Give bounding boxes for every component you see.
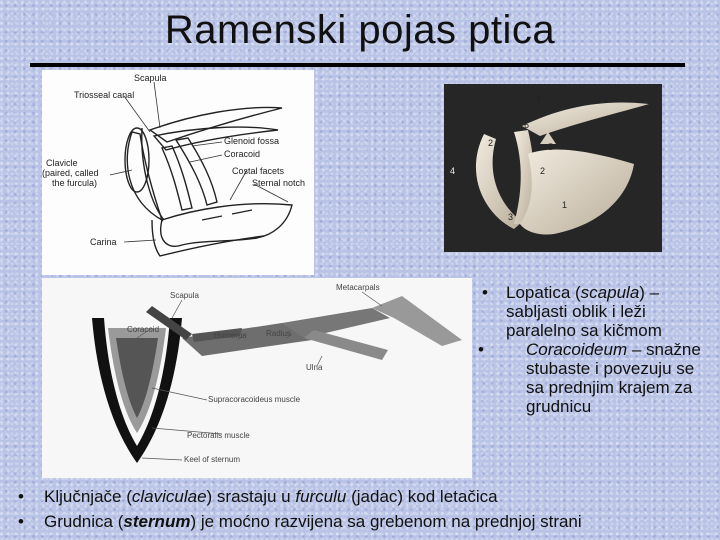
label-keel: Keel of sternum [184,455,241,464]
bone-photograph [444,84,662,252]
photo-number-2a: 2 [488,138,494,148]
photo-number-4b: 4 [450,166,456,176]
photo-number-5: 5 [548,142,554,152]
label-triosseal-canal: Triosseal canal [74,90,135,100]
label-supracoracoideus: Supracoracoideus muscle [208,395,301,404]
bullet-text: (jadac) kod letačica [346,487,498,506]
label-scapula-bottom: Scapula [170,291,199,300]
photo-number-1: 1 [562,200,568,210]
label-ulna: Ulna [306,363,323,372]
title-underline [30,63,685,67]
label-clavicle-furcula: the furcula) [52,178,98,188]
bullet-text: – snažne stubaste i povezuju se sa prednjim krajem za grudnicu [526,340,701,416]
muscle-diagram-svg [42,278,472,478]
right-bullet-list [478,283,708,416]
label-clavicle-paired: (paired, called [42,168,99,178]
bottom-bullet-list [18,484,718,534]
photo-svg [444,84,662,252]
bullet-text: ) – sabljasti oblik i leži paralelno sa kičmom [506,283,662,340]
label-coracoid: Coracoid [224,149,261,159]
bullet-scapula [478,283,708,340]
bullet-sternum [18,509,718,534]
bullet-claviculae [18,484,718,509]
bullet-term: Coracoideum [526,340,628,359]
label-carina: Carina [90,237,117,247]
bullet-text: ) je moćno razvijena sa grebenom na prednjoj strani [190,512,582,531]
label-radius: Radius [266,329,291,338]
bullet-dot: • [18,487,24,506]
bullet-term: furculu [295,487,347,506]
label-pectoralis: Pectoralis muscle [187,431,250,440]
bullet-coracoideum [478,340,708,416]
label-clavicle: Clavicle [46,158,78,168]
line-diagram-svg [42,70,314,275]
label-scapula: Scapula [134,73,167,83]
bullet-text: ) srastaju u [206,487,296,506]
slide-title: Ramenski pojas ptica [164,8,556,52]
bullet-dot: • [482,283,488,302]
photo-number-2b: 2 [540,166,546,176]
photo-number-4a: 4 [536,94,542,104]
label-costal-facets: Costal facets [232,166,285,176]
label-humerus: Humerus [214,331,247,340]
bullet-term: scapula [580,283,640,302]
bullet-text: Ključnjače ( [44,487,132,506]
bullet-text: Grudnica ( [44,512,124,531]
label-sternal-notch: Sternal notch [252,178,306,188]
bullet-term: sternum [123,512,191,531]
bullet-dot: • [18,512,24,531]
bullet-dot: • [478,340,484,359]
photo-number-3: 3 [508,212,514,222]
bullet-term: claviculae [131,487,207,506]
flight-muscle-diagram [42,278,472,478]
bullet-text: Lopatica ( [506,283,581,302]
shoulder-girdle-line-diagram [42,70,314,275]
label-coracoid-bottom: Coracoid [127,325,160,334]
photo-number-6: 6 [524,120,530,130]
label-metacarpals: Metacarpals [336,283,380,292]
label-glenoid-fossa: Glenoid fossa [224,136,280,146]
